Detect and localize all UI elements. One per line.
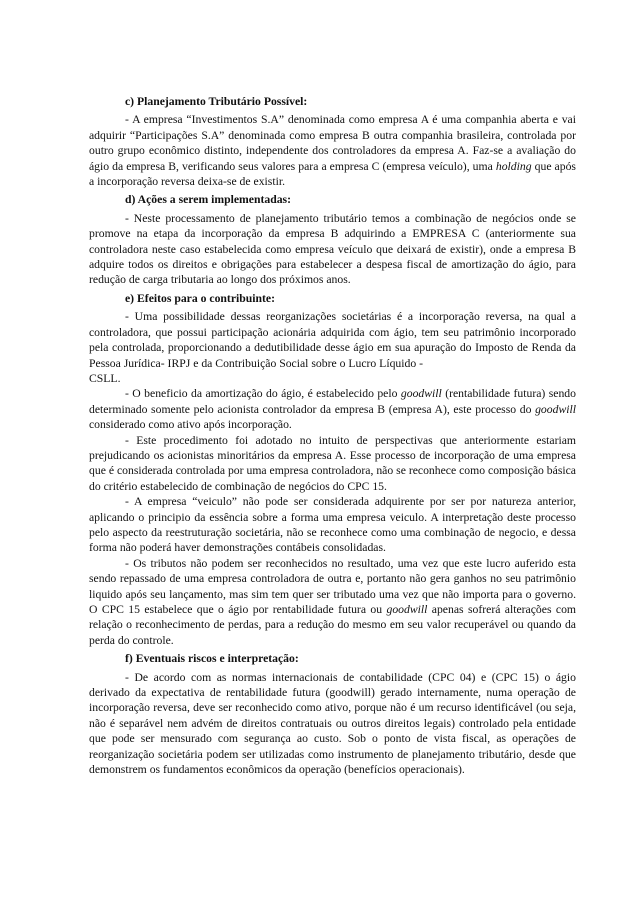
paragraph: - A empresa “Investimentos S.A” denominada como empresa A é uma companhia aberta e vai adquirir “Participações S.A” denominada como empresa B outra companhia brasileira, controlada por outro grupo econômico distinto, independente dos controladores da empresa A. Faz-se a avaliação do ágio da empresa B, verificando seus valores para a empresa C (empresa veículo), uma holding que após a incorporação reversa deixa-se de existir. bbox=[89, 113, 576, 189]
paragraph: - A empresa “veiculo” não pode ser considerada adquirente por ser por natureza anterior, aplicando o principio da essência sobre a forma uma empresa veiculo. A interpretação deste processo pelo aspecto da reestruturação societária, não se reconhece como uma combinação de negocio, e dessa forma não poderá haver demonstrações contábeis consolidadas. bbox=[89, 495, 576, 555]
section-planejamento bbox=[89, 94, 576, 189]
section-heading-d: d) Ações a serem implementadas: bbox=[125, 193, 291, 207]
paragraph: - O beneficio da amortização do ágio, é estabelecido pelo goodwill (rentabilidade futura) sendo determinado somente pelo acionista controlador da empresa B (empresa A), este processo do goodwill considerado como ativo após incorporação. bbox=[89, 387, 576, 432]
paragraph: - Este procedimento foi adotado no intuito de perspectivas que anteriormente estariam prejudicando os acionistas minoritários da empresa A. Esse processo de incorporação de uma empresa que é considerada controlada por uma empresa controladora, não se reconhece como composição básica do critério estabelecido de combinação de negócios do CPC 15. bbox=[89, 433, 576, 493]
paragraph: - Neste processamento de planejamento tributário temos a combinação de negócios onde se promove na etapa da incorporação da empresa B adquirindo a EMPRESA C (anteriormente sua controladora neste caso estabelecida como empresa veículo que deixará de existir), onde a empresa B adquire todos os direitos e obrigações para estabelecer a despesa fiscal de amortização do ágio, para redução de carga tributaria ao longo dos próximos anos. bbox=[89, 211, 576, 287]
paragraph: - De acordo com as normas internacionais de contabilidade (CPC 04) e (CPC 15) o ágio derivado da expectativa de rentabilidade futura (goodwill) gerado internamente, numa operação de incorporação reversa, deve ser reconhecido como ativo, porque não é um recurso identificável (ou seja, não é separável nem advém de direitos contratuais ou outros direitos legais) controlado pela entidade que pode ser mensurado com segurança ao custo. Sob o ponto de vista fiscal, as operações de reorganização societária podem ser utilizadas como instrumento de planejamento tributário, desde que demonstrem os fundamentos econômicos da operação (benefícios operacionais). bbox=[89, 670, 576, 777]
section-efeitos bbox=[89, 291, 576, 648]
paragraph: - Uma possibilidade dessas reorganizações societárias é a incorporação reversa, na qual a controladora, que possui participação acionária adquirida com ágio, tem seu patrimônio incorporado pela controlada, proporcionando a dedutibilidade desse ágio em sua apuração do Imposto de Renda da Pessoa Jurídica- IRPJ e da Contribuição Social sobre o Lucro Líquido - CSLL. bbox=[89, 310, 576, 385]
section-heading-f: f) Eventuais riscos e interpretação: bbox=[125, 652, 299, 666]
section-riscos bbox=[89, 651, 576, 777]
section-heading-c: c) Planejamento Tributário Possível: bbox=[125, 95, 308, 108]
document-page bbox=[89, 94, 576, 777]
section-acoes bbox=[89, 192, 576, 287]
section-heading-e: e) Efeitos para o contribuinte: bbox=[125, 291, 275, 305]
paragraph: - Os tributos não podem ser reconhecidos no resultado, uma vez que este lucro auferido esta sendo repassado de uma empresa controladora de outra e, portanto não gera ganhos no seu patrimônio liquido após seu lançamento, mas sim tem quer ser tributado uma vez que não importa para o governo. O CPC 15 estabelece que o ágio por rentabilidade futura ou goodwill apenas sofrerá alterações com relação o reconhecimento de perdas, para a redução do mesmo em seu valor recuperável ou quando da perda do controle. bbox=[89, 556, 576, 647]
